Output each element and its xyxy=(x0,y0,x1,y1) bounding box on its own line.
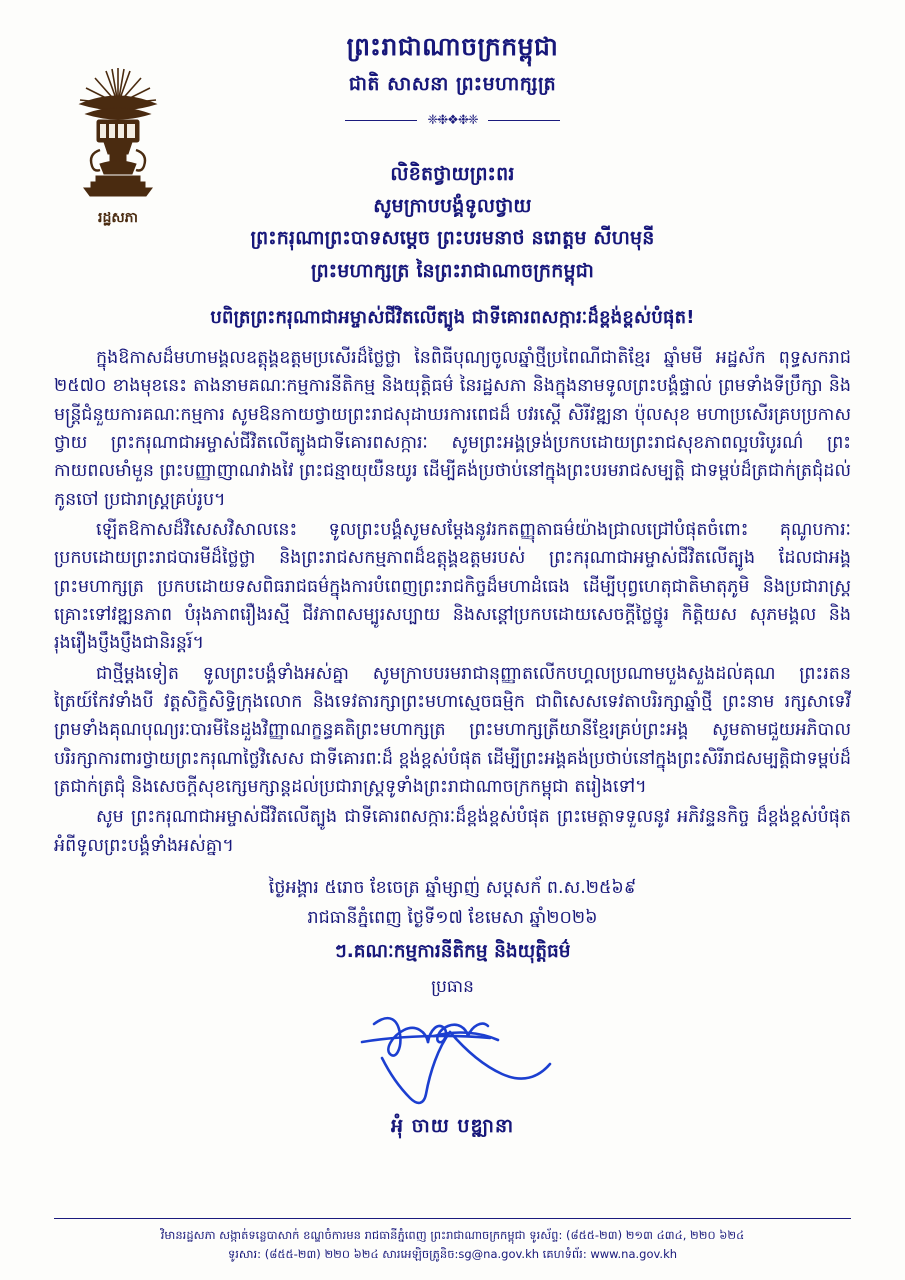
handwritten-signature-icon xyxy=(338,1002,568,1110)
national-assembly-emblem xyxy=(62,58,174,229)
signature-area xyxy=(54,1002,851,1110)
title-line-3: ព្រះករុណាព្រះបាទសម្តេច ព្រះបរមនាថ នរោត្តម សីហមុនី xyxy=(250,227,655,250)
footer-address-line: វិមានរដ្ឋសភា សង្កាត់ទន្លេបាសាក់ ខណ្ឌចំការមន រាជធានីភ្នំពេញ ព្រះរាជាណាចក្រកម្ពុជា ទូរស័ព្ទ: (៨៥៥-២៣) ២១៣ ៤៣៤, ២២០ ៦២៤ xyxy=(160,1228,745,1243)
kingdom-title: ព្រះរាជាណាចក្រកម្ពុជា xyxy=(346,32,559,61)
body-paragraph-3: ជាថ្មីម្តងទៀត ទូលព្រះបង្គំទាំងអស់គ្នា សូមក្រាបបរមរាជានុញ្ញាតលើកបហ្គលប្រណាមបួងសួងដល់គុណ ព្រះរតនត្រៃយ៍កែវទាំងបី វត្តសិក្ខិសិទ្ធិក្រុងលោក និងទេវតារក្សាព្រះមហាស្មេចធម្មិក ជាពិសេសទេវតាបរិរក្សាឆ្នាំថ្មី ព្រះនាម រក្សសាទេវី ព្រមទាំងគុណបុណ្យរៈបារមីនៃដួងវិញ្ញាណក្ខន្ធគតិព្រះមហាក្សត្រ ព្រះមហាក្សត្រីយានីខ្មែរគ្រប់ព្រះអង្គ សូមតាមជួយអភិបាល បរិរក្សាការពារថ្វាយព្រះករុណាថ្លៃវិសេស ជាទីគោរពៈដ៏ ខ្ពង់ខ្ពស់បំផុត ដើម្បីព្រះអង្គគង់ប្រថាប់នៅក្នុងព្រះសិរីរាជសម្បត្តិជាទម្ពប់ដ៏ត្រជាក់ត្រជុំ និងសេចក្តីសុខក្សេមក្សាន្តដល់ប្រជារាស្ត្រទូទាំងព្រះរាជាណាចក្រកម្ពុជា តរៀងទៅ។ xyxy=(54,663,851,798)
closing-block xyxy=(54,874,851,1142)
signer-name: អុំ ចាយ បឌ្ឍានា xyxy=(390,1114,515,1137)
salutation: បពិត្រព្រះករុណាជាអម្ចាស់ជីវិតលើត្បូង ជាទីគោរពសក្ការៈដ៏ខ្ពង់ខ្ពស់បំផុត! xyxy=(210,306,695,328)
footer-contact-line: ទូរសារ: (៨៥៥-២៣) ២២០ ៦២៤ សារអេឡិចត្រូនិច:sg@na.gov.kh គេហទំព័រ: www.na.gov.kh xyxy=(227,1247,678,1262)
khmer-date: ថ្ងៃអង្គារ ៥រោច ខែចេត្រ ឆ្នាំម្សាញ់ សប្តសក័ ព.ស.២៥៦៩ xyxy=(268,878,637,899)
emblem-label: រដ្ឋសភា xyxy=(98,210,138,226)
body-paragraph-4: សូម ព្រះករុណាជាអម្ចាស់ជីវិតលើត្បូង ជាទីគោរពសក្ការៈដ៏ខ្ពង់ខ្ពស់បំផុត ព្រះមេត្តាទទួលនូវ អភិវន្ទនកិច្ច ដ៏ខ្ពង់ខ្ពស់បំផុតអំពីទូលព្រះបង្គំទាំងអស់គ្នា។ xyxy=(54,807,851,856)
divider-ornament-glyph: ❈❉❖❉❈ xyxy=(427,112,478,128)
signer-role: ប្រធាន xyxy=(431,977,474,998)
ornamental-divider xyxy=(345,114,560,128)
body-paragraph-2: ឡើតឱកាសដ៏វិសេសវិសាលនេះ ទូលព្រះបង្គំសូមសម្តែងនូវរកតញ្ញុតាធម៌យ៉ាងជ្រាលជ្រៅបំផុតចំពោះ គុណូបការៈប្រកបដោយព្រះរាជបារមីដ៏ថ្លៃថ្លា និងព្រះរាជសកម្មភាពដ៏ឧត្តុង្គឧត្តមរបស់ ព្រះករុណាជាអម្ចាស់ជីវិតលើត្បូង ដែលជាអង្គព្រះមហាក្សត្រ ប្រកបដោយទសពិធរាជធម៌ក្នុងការបំពេញព្រះរាជកិច្ចដ៏មហាដំធេង ដើម្បីបុព្វហេតុជាតិមាតុភូមិ និងប្រជារាស្ត្រគ្រោះទៅវឌ្ឍនភាព បំរុងភាពរឿងរស្មី ជីវភាពសម្បូរសប្បាយ និងសន្តៅប្រកបដោយសេចក្តីថ្លៃថ្នូរ កិត្តិយស សុភមង្គល និងរុងរឿងប្ញឹងប្ញឹងជានិរន្តរ៍។ xyxy=(54,520,851,654)
title-line-1: លិខិតថ្វាយព្រះពរ xyxy=(390,162,515,185)
divider-bar-left xyxy=(345,120,417,122)
place-and-date: រាជធានីភ្នំពេញ ថ្ងៃទី១៧ ខែមេសា ឆ្នាំ២០២៦ xyxy=(307,907,598,928)
body-paragraph-1: ក្នុងឱកាសដ៏មហាមង្គលឧត្តុង្គឧត្តមប្រសើរដ៏ថ្លៃថ្លា នៃពិធីបុណ្យចូលឆ្នាំថ្មីប្រពៃណីជាតិខ្មែរ ឆ្នាំមមី អដ្ឋស័ក ពុទ្ធសករាជ ២៥៧០ ខាងមុខនេះ តាងនាមគណៈកម្មការនីតិកម្ម និងយុត្តិធម៌ នៃរដ្ឋសភា និងក្នុងនាមទូលព្រះបង្គំផ្ទាល់ ព្រមទាំងទីប្រឹក្សា និងមន្ត្រីជំនួយការគណៈកម្មការ សូមឱនកាយថ្វាយព្រះរាជសុដាឃរការពេជដ៏ បវរស្តេី សិរីវឌ្ឍនា ប៉ុលសុខ មហាប្រសើរគ្របប្រកាសថ្វាយ ព្រះករុណាជាអម្ចាស់ជីវិតលើត្បូងជាទីគោរពសក្ការៈ សូមព្រះអង្គទ្រង់ប្រកបដោយព្រះរាជសុខភាពល្អបរិបូរណ៌ ព្រះកាយពលមាំមួន ព្រះបញ្ញាញាណវាងវៃ ព្រះជន្មាយុយឺនយូរ ដើម្បីគង់ប្រថាប់នៅក្នុងព្រះបរមរាជសម្បត្តិ ជាទម្ពប់ដ៏ត្រជាក់ត្រជុំដល់កូនចៅ ប្រជារាស្ត្រគ្រប់រូប។ xyxy=(54,347,851,510)
title-line-2: សូមក្រាបបង្គំទូលថ្វាយ xyxy=(373,195,532,218)
footer-divider xyxy=(54,1218,851,1219)
emblem-icon xyxy=(66,58,170,206)
issuing-committee: ៗ.គណៈកម្មការនីតិកម្ម និងយុត្តិធម៌ xyxy=(334,940,571,962)
national-motto: ជាតិ សាសនា ព្រះមហាក្សត្រ xyxy=(348,72,557,95)
document-footer xyxy=(54,1218,851,1264)
title-line-4: ព្រះមហាក្សត្រ នៃព្រះរាជាណាចក្រកម្ពុជា xyxy=(310,259,595,282)
divider-bar-right xyxy=(488,120,560,122)
letter-body xyxy=(54,344,851,860)
